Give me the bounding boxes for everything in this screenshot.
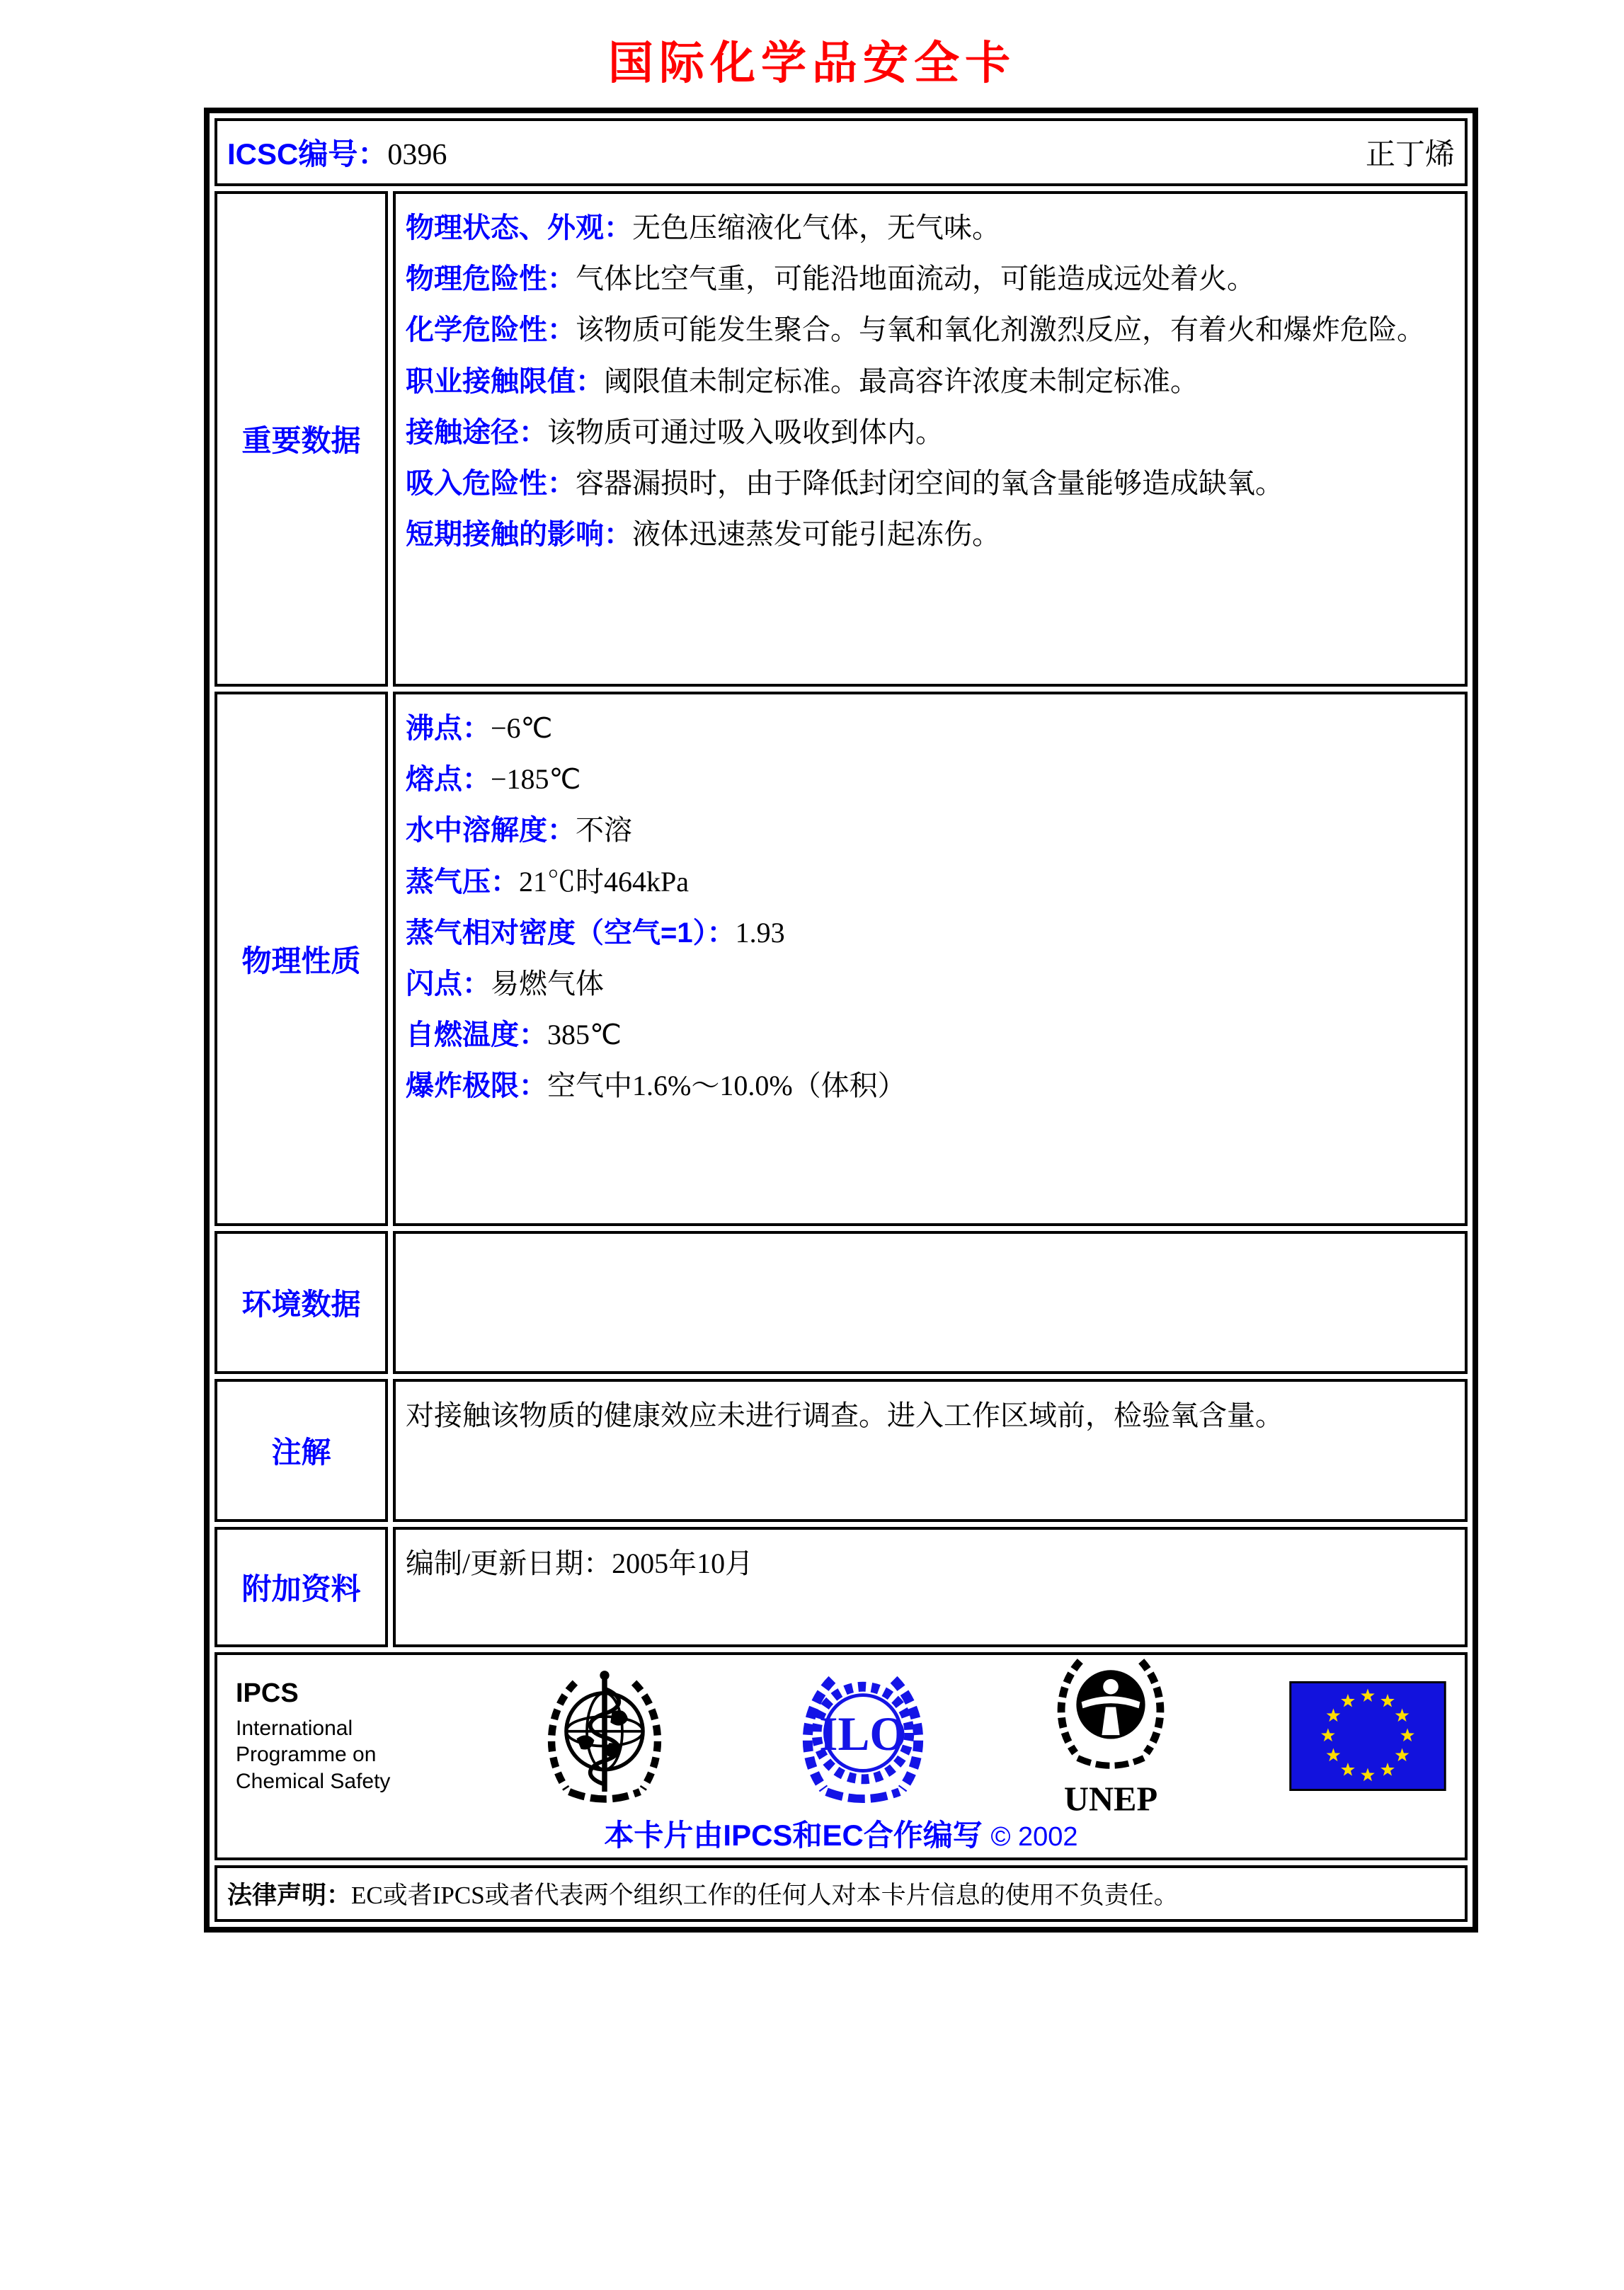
physical-property-item: 沸点：−6℃	[406, 712, 553, 744]
credit-text: 本卡片由IPCS和EC合作编写	[604, 1819, 983, 1852]
icsc-document-page	[0, 27, 1624, 2290]
ipcs-line: Programme on	[236, 1743, 377, 1766]
ipcs-line: International	[236, 1716, 353, 1740]
notes-row	[215, 1379, 1468, 1522]
ilo-letters: ILO	[818, 1707, 907, 1761]
physical-property-item: 蒸气压：21℃时464kPa	[406, 865, 689, 898]
section-label-environmental-data: 环境数据	[215, 1231, 388, 1374]
physical-property-item: 自燃温度：385℃	[406, 1019, 622, 1051]
header-row	[215, 118, 1468, 186]
environmental-data-content	[393, 1231, 1468, 1374]
physical-property-item: 爆炸极限：空气中1.6%～10.0%（体积）	[406, 1070, 906, 1102]
physical-properties-row	[215, 692, 1468, 1226]
ipcs-line: Chemical Safety	[236, 1769, 391, 1793]
icsc-number-value: 0396	[387, 139, 447, 171]
physical-property-item: 闪点：易燃气体	[406, 967, 604, 1000]
important-data-item: 化学危险性：该物质可能发生聚合。与氧和氧化剂激烈反应，有着火和爆炸危险。	[406, 314, 1425, 346]
copyright-text: © 2002	[990, 1822, 1078, 1852]
important-data-row	[215, 191, 1468, 687]
physical-properties-content	[393, 692, 1468, 1226]
important-data-item: 物理状态、外观：无色压缩液化气体，无气味。	[406, 212, 1000, 244]
header-cell	[215, 118, 1468, 186]
important-data-item: 吸入危险性：容器漏损时，由于降低封闭空间的氧含量能够造成缺氧。	[406, 466, 1283, 499]
unep-emblem-icon	[1047, 1651, 1174, 1821]
ilo-emblem-icon	[793, 1666, 933, 1806]
important-data-content	[393, 191, 1468, 687]
logos-cell	[215, 1652, 1468, 1860]
notes-text: 对接触该物质的健康效应未进行调查。进入工作区域前，检验氧含量。	[406, 1399, 1283, 1431]
physical-property-item: 熔点：−185℃	[406, 763, 581, 796]
unep-letters: UNEP	[1064, 1780, 1158, 1819]
icsc-number-label: ICSC编号：	[227, 137, 388, 171]
environmental-data-row	[215, 1231, 1468, 1374]
ipcs-text-block	[236, 1677, 416, 1794]
page-title: 国际化学品安全卡	[608, 38, 1016, 88]
chemical-name: 正丁烯	[1365, 139, 1455, 171]
section-label-notes: 注解	[215, 1379, 388, 1522]
important-data-item: 接触途径：该物质可通过吸入吸收到体内。	[406, 416, 944, 448]
legal-label: 法律声明：	[227, 1882, 352, 1909]
additional-info-content	[393, 1527, 1468, 1647]
update-date-label: 编制/更新日期：	[406, 1547, 612, 1579]
icsc-number-group	[227, 131, 447, 173]
update-date-value: 2005年10月	[612, 1547, 754, 1579]
notes-content	[393, 1379, 1468, 1522]
legal-row	[215, 1865, 1468, 1922]
who-emblem-icon	[531, 1662, 678, 1809]
important-data-item: 短期接触的影响：液体迅速蒸发可能引起冻伤。	[406, 518, 1000, 551]
logos-row	[215, 1652, 1468, 1860]
section-label-additional-info: 附加资料	[215, 1527, 388, 1647]
icsc-card-table	[204, 108, 1478, 1933]
legal-cell	[215, 1865, 1468, 1922]
credit-line	[236, 1812, 1446, 1855]
physical-property-item: 水中溶解度：不溶	[406, 814, 632, 847]
section-label-important-data: 重要数据	[215, 191, 388, 687]
physical-property-item: 蒸气相对密度（空气=1）：1.93	[406, 916, 785, 949]
additional-info-row	[215, 1527, 1468, 1647]
legal-text: EC或者IPCS或者代表两个组织工作的任何人对本卡片信息的使用不负责任。	[351, 1882, 1179, 1909]
important-data-item: 职业接触限值：阈限值未制定标准。最高容许浓度未制定标准。	[406, 365, 1199, 397]
eu-flag-icon	[1289, 1681, 1446, 1791]
ipcs-heading: IPCS	[236, 1678, 299, 1708]
section-label-physical-properties: 物理性质	[215, 692, 388, 1226]
important-data-item: 物理危险性：气体比空气重，可能沿地面流动，可能造成远处着火。	[406, 263, 1255, 295]
